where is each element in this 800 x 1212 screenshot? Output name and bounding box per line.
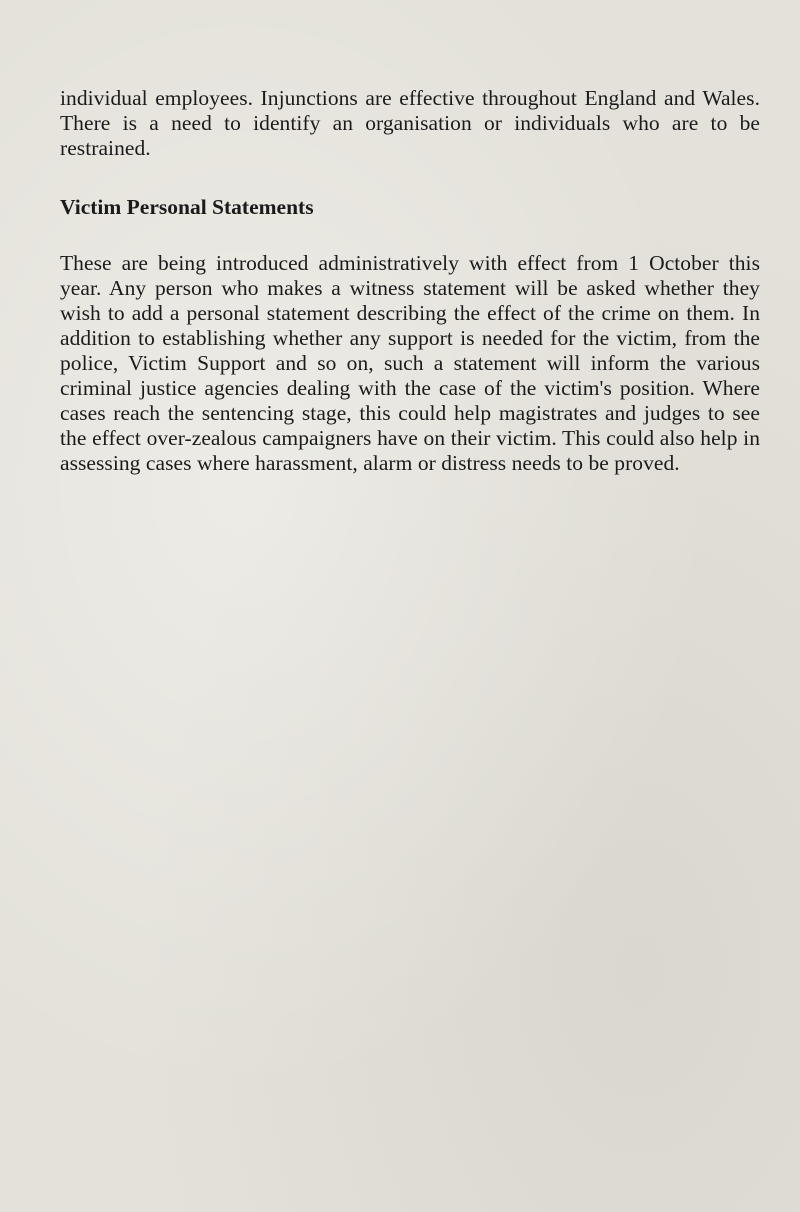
section-paragraph: These are being introduced administratively with effect from 1 October this year. Any person who makes a witness statement will be asked whether they wish to add a personal statement describing the effect of the crime on them. In addition to establishing whether any support is needed for the victim, from the police, Victim Support and so on, such a statement will inform the various criminal justice agencies dealing with the case of the victim's position. Where cases reach the sentencing stage, this could help magistrates and judges to see the effect over-zealous campaigners have on their victim. This could also help in assessing cases where harassment, alarm or distress needs to be proved. [60,251,760,475]
document-page [60,86,760,476]
intro-paragraph: individual employees. Injunctions are effective throughout England and Wales. There is a need to identify an organisation or individuals who are to be restrained. [60,86,760,160]
section-heading: Victim Personal Statements [60,195,314,219]
